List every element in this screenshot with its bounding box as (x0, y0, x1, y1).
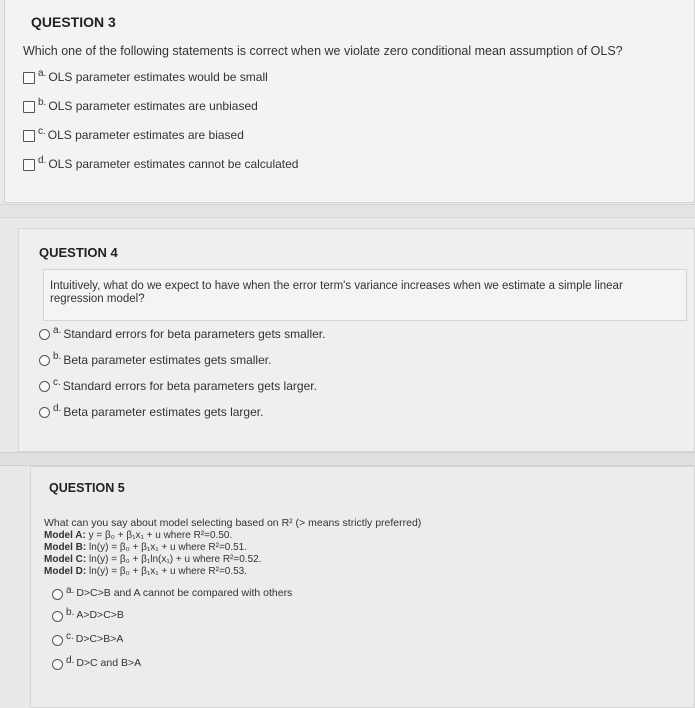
question-5-prompt: What can you say about model selecting based on R² (> means strictly preferred) (44, 517, 422, 529)
q3-option-b[interactable]: b. OLS parameter estimates are unbiased (23, 99, 258, 113)
q3-option-c[interactable]: c. OLS parameter estimates are biased (23, 128, 244, 142)
radio-icon[interactable] (52, 611, 63, 622)
radio-icon[interactable] (39, 381, 50, 392)
q3-option-a[interactable]: a. OLS parameter estimates would be small (23, 70, 268, 84)
section-divider (0, 452, 695, 466)
q5-option-c[interactable]: c. D>C>B>A (52, 633, 123, 646)
model-b-line: Model B: ln(y) = β₀ + β₁x₁ + u where R²=0.51. (44, 542, 248, 553)
q4-option-d[interactable]: d. Beta parameter estimates gets larger. (39, 405, 263, 419)
radio-icon[interactable] (52, 589, 63, 600)
radio-icon[interactable] (39, 329, 50, 340)
model-d-line: Model D: ln(y) = β₀ + β₁x₁ + u where R²=0.53. (44, 566, 248, 577)
radio-icon[interactable] (39, 355, 50, 366)
q4-option-c[interactable]: c. Standard errors for beta parameters gets larger. (39, 379, 317, 393)
question-3-title: QUESTION 3 (31, 14, 116, 30)
checkbox-icon[interactable] (23, 130, 35, 142)
question-3-panel (4, 0, 695, 203)
question-5-title: QUESTION 5 (49, 481, 125, 495)
question-5-panel (30, 466, 695, 708)
model-a-line: Model A: y = β₀ + β₁x₁ + u where R²=0.50. (44, 530, 233, 541)
checkbox-icon[interactable] (23, 101, 35, 113)
radio-icon[interactable] (52, 635, 63, 646)
question-4-prompt: Intuitively, what do we expect to have when the error term's variance increases when we estimate a simple linear regression model? (50, 280, 623, 305)
section-divider (0, 204, 695, 218)
radio-icon[interactable] (52, 659, 63, 670)
q4-option-b[interactable]: b. Beta parameter estimates gets smaller. (39, 353, 271, 367)
question-3-prompt: Which one of the following statements is correct when we violate zero conditional mean assumption of OLS? (23, 44, 623, 58)
checkbox-icon[interactable] (23, 72, 35, 84)
question-4-prompt-box (43, 269, 687, 321)
model-c-line: Model C: ln(y) = β₀ + β₁ln(x₁) + u where R²=0.52. (44, 554, 262, 565)
q5-option-a[interactable]: a. D>C>B and A cannot be compared with others (52, 587, 292, 600)
checkbox-icon[interactable] (23, 159, 35, 171)
q3-option-d[interactable]: d. OLS parameter estimates cannot be calculated (23, 157, 298, 171)
question-4-panel (18, 228, 695, 452)
question-4-title: QUESTION 4 (39, 245, 118, 260)
q5-option-d[interactable]: d. D>C and B>A (52, 657, 141, 670)
q4-option-a[interactable]: a. Standard errors for beta parameters gets smaller. (39, 327, 325, 341)
q5-option-b[interactable]: b. A>D>C>B (52, 609, 124, 622)
radio-icon[interactable] (39, 407, 50, 418)
